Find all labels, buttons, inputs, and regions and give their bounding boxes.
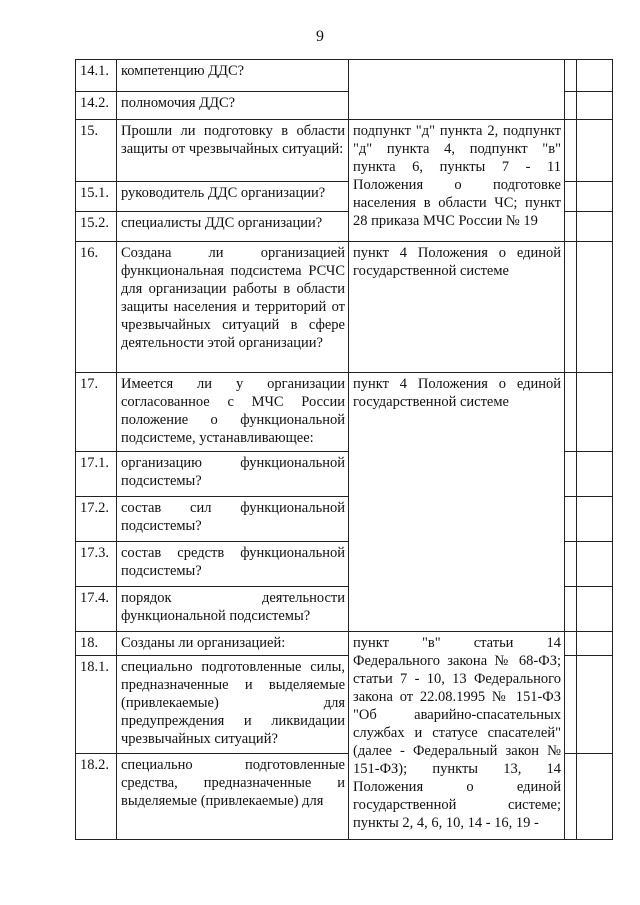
note-cell[interactable] [577, 542, 613, 587]
row-number: 16. [76, 242, 117, 373]
question-text: специально подготовленные средства, предназначенные и выделяемые (привлекаемые) для [117, 754, 349, 840]
answer-cell[interactable] [565, 542, 577, 587]
reference-cell: пункт "в" статьи 14 Федерального закона № 68-ФЗ; статьи 7 - 10, 13 Федерального закона от 22.08.1995 № 151-ФЗ "Об аварийно-спасательных службах и статусе спасателей" (далее - Федеральный закон № 151-ФЗ); пункты 13, 14 Положения о единой государственной системе; пункты 2, 4, 6, 10, 14 - 16, 19 - [349, 632, 565, 840]
answer-cell[interactable] [565, 242, 577, 373]
question-text: состав средств функциональной подсистемы? [117, 542, 349, 587]
reference-cell: пункт 4 Положения о единой государственной системе [349, 242, 565, 373]
answer-cell[interactable] [565, 754, 577, 840]
note-cell[interactable] [577, 452, 613, 497]
row-number: 14.1. [76, 60, 117, 92]
answer-cell[interactable] [565, 60, 577, 92]
table-row [76, 60, 613, 92]
question-text: специалисты ДДС организации? [117, 212, 349, 242]
question-text: Прошли ли подготовку в области защиты от чрезвычайных ситуаций: [117, 120, 349, 182]
note-cell[interactable] [577, 587, 613, 632]
answer-cell[interactable] [565, 120, 577, 182]
row-number: 17.3. [76, 542, 117, 587]
table-row [76, 120, 613, 182]
table-row [76, 373, 613, 452]
answer-cell[interactable] [565, 373, 577, 452]
row-number: 17.4. [76, 587, 117, 632]
answer-cell[interactable] [565, 182, 577, 212]
row-number: 14.2. [76, 92, 117, 120]
note-cell[interactable] [577, 656, 613, 754]
question-text: порядок деятельности функциональной подсистемы? [117, 587, 349, 632]
note-cell[interactable] [577, 212, 613, 242]
row-number: 17.1. [76, 452, 117, 497]
note-cell[interactable] [577, 754, 613, 840]
note-cell[interactable] [577, 373, 613, 452]
answer-cell[interactable] [565, 92, 577, 120]
row-number: 15.2. [76, 212, 117, 242]
reference-cell [349, 60, 565, 120]
question-text: Имеется ли у организации согласованное с МЧС России положение о функциональной подсистеме, устанавливающее: [117, 373, 349, 452]
table-row [76, 632, 613, 656]
question-text: Создана ли организацией функциональная подсистема РСЧС для организации работы в области защиты населения и территорий от чрезвычайных ситуаций в сфере деятельности этой организации? [117, 242, 349, 373]
answer-cell[interactable] [565, 497, 577, 542]
answer-cell[interactable] [565, 212, 577, 242]
row-number: 17.2. [76, 497, 117, 542]
question-text: компетенцию ДДС? [117, 60, 349, 92]
note-cell[interactable] [577, 92, 613, 120]
reference-cell: подпункт "д" пункта 2, подпункт "д" пункта 4, подпункт "в" пункта 6, пункты 7 - 11 Положения о подготовке населения в области ЧС; пункт 28 приказа МЧС России № 19 [349, 120, 565, 242]
question-text: специально подготовленные силы, предназначенные и выделяемые (привлекаемые) для предупреждения и ликвидации чрезвычайных ситуаций? [117, 656, 349, 754]
row-number: 18.1. [76, 656, 117, 754]
answer-cell[interactable] [565, 452, 577, 497]
note-cell[interactable] [577, 242, 613, 373]
answer-cell[interactable] [565, 587, 577, 632]
row-number: 15. [76, 120, 117, 182]
note-cell[interactable] [577, 182, 613, 212]
question-text: руководитель ДДС организации? [117, 182, 349, 212]
row-number: 17. [76, 373, 117, 452]
question-text: Созданы ли организацией: [117, 632, 349, 656]
page-number: 9 [316, 28, 324, 45]
note-cell[interactable] [577, 632, 613, 656]
note-cell[interactable] [577, 60, 613, 92]
question-text: полномочия ДДС? [117, 92, 349, 120]
question-text: состав сил функциональной подсистемы? [117, 497, 349, 542]
table-row [76, 242, 613, 373]
answer-cell[interactable] [565, 632, 577, 656]
note-cell[interactable] [577, 120, 613, 182]
row-number: 15.1. [76, 182, 117, 212]
reference-cell: пункт 4 Положения о единой государственной системе [349, 373, 565, 632]
checklist-table [75, 59, 613, 840]
answer-cell[interactable] [565, 656, 577, 754]
row-number: 18.2. [76, 754, 117, 840]
row-number: 18. [76, 632, 117, 656]
note-cell[interactable] [577, 497, 613, 542]
question-text: организацию функциональной подсистемы? [117, 452, 349, 497]
